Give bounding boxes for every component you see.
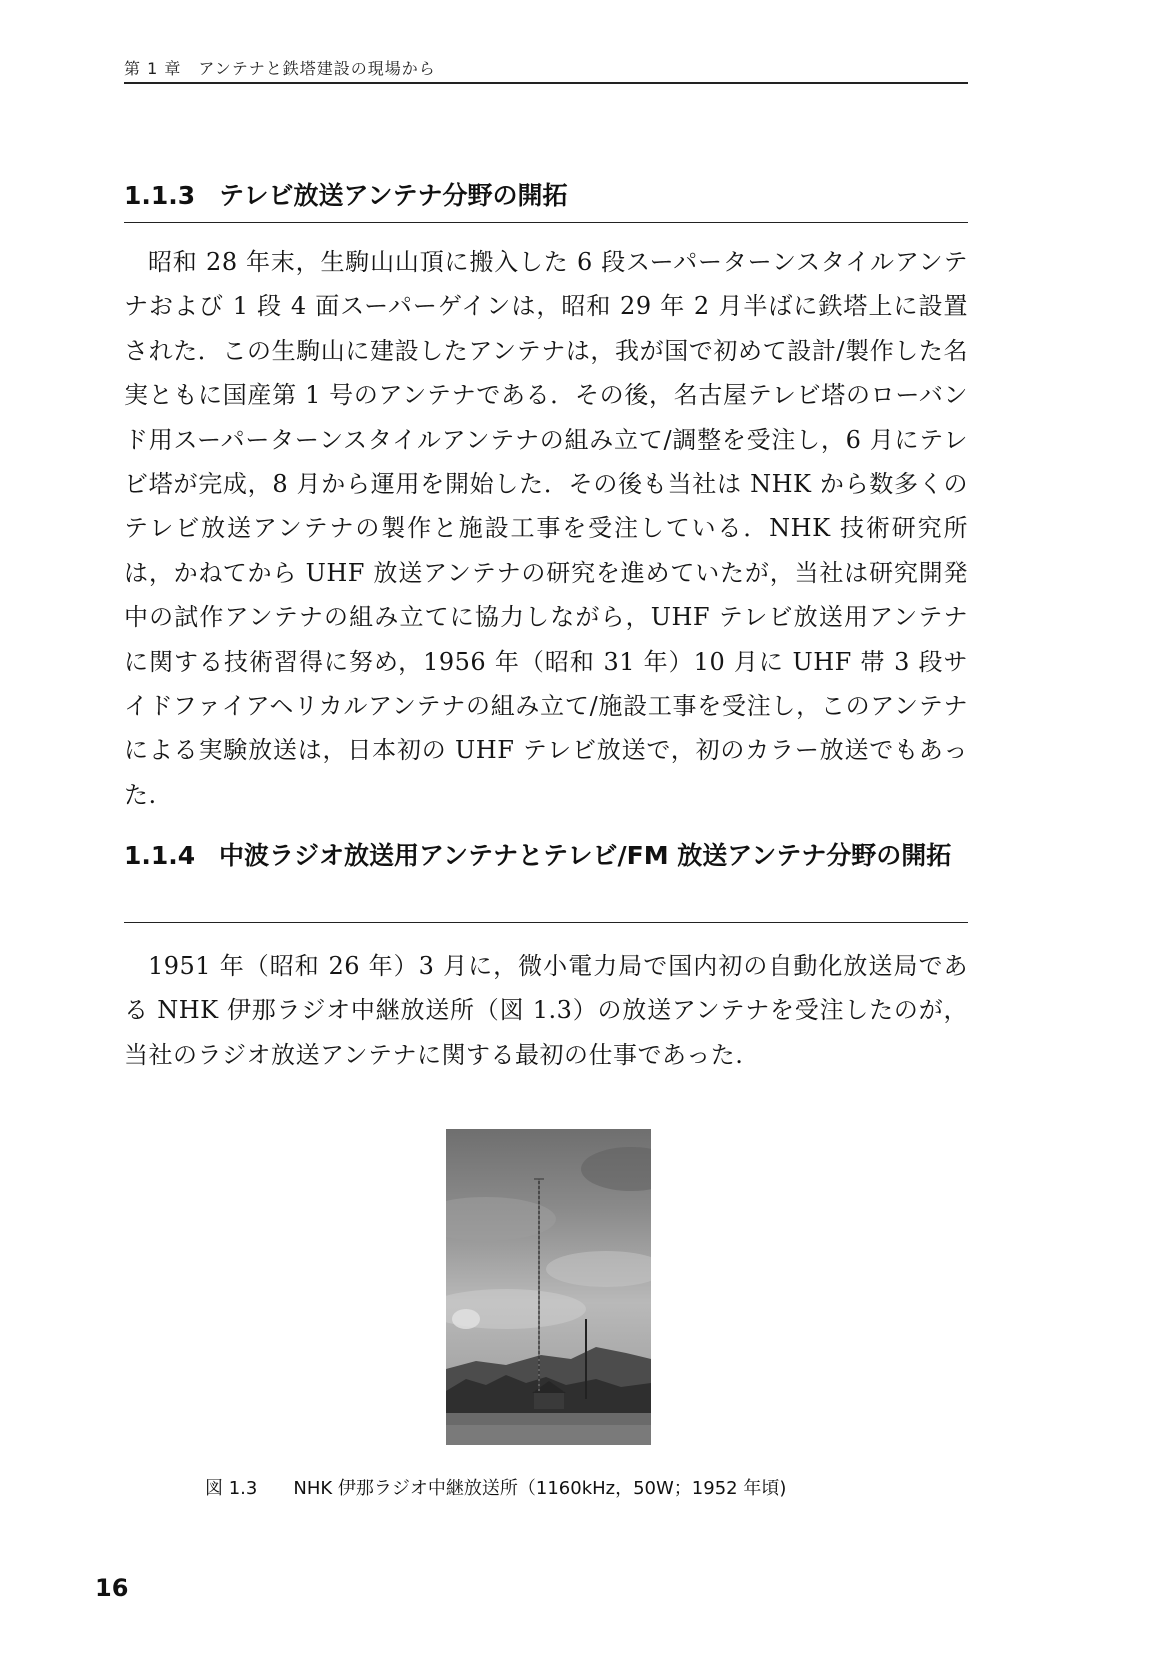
- section-heading-113: [124, 176, 968, 216]
- section-rule: [124, 922, 968, 923]
- radio-tower-photo-drawing: [446, 1129, 651, 1445]
- section-heading-114: [124, 836, 968, 876]
- section-number: 1.1.4: [124, 841, 196, 870]
- section-title: テレビ放送アンテナ分野の開拓: [219, 181, 568, 210]
- running-head: 第 1 章 アンテナと鉄塔建設の現場から: [124, 59, 436, 78]
- section-rule: [124, 222, 968, 223]
- running-head-rule: [124, 82, 968, 84]
- section-title: 中波ラジオ放送用アンテナとテレビ/FM 放送アンテナ分野の開拓: [219, 841, 952, 870]
- body-paragraph: 昭和 28 年末，生駒山山頂に搬入した 6 段スーパーターンスタイルアンテナおよび 1 段 4 面スーパーゲインは，昭和 29 年 2 月半ばに鉄塔上に設置された．この生駒山に建設したアンテナは，我が国で初めて設計/製作した名実ともに国産第 1 号のアンテナである．その後，名古屋テレビ塔のローバンド用スーパーターンスタイルアンテナの組み立て/調整を受注し，6 月にテレビ塔が完成，8 月から運用を開始した．その後も当社は NHK から数多くのテレビ放送アンテナの製作と施設工事を受注している．NHK 技術研究所は，かねてから UHF 放送アンテナの研究を進めていたが，当社は研究開発中の試作アンテナの組み立てに協力しながら，UHF テレビ放送用アンテナに関する技術習得に努め，1956 年（昭和 31 年）10 月に UHF 帯 3 段サイドファイアヘリカルアンテナの組み立て/施設工事を受注し，このアンテナによる実験放送は，日本初の UHF テレビ放送で，初のカラー放送でもあった.: [124, 248, 968, 809]
- section-number: 1.1.3: [124, 181, 196, 210]
- page-number: 16: [95, 1574, 129, 1602]
- body-paragraph: 1951 年（昭和 26 年）3 月に，微小電力局で国内初の自動化放送局である NHK 伊那ラジオ中継放送所（図 1.3）の放送アンテナを受注したのが，当社のラジオ放送アンテナに関する最初の仕事であった.: [124, 952, 968, 1069]
- radio-station-photo: [446, 1129, 651, 1445]
- figure-caption-text: NHK 伊那ラジオ中継放送所（1160kHz，50W；1952 年頃): [293, 1478, 787, 1499]
- figure-caption: [205, 1474, 786, 1500]
- figure-label: 図 1.3: [205, 1478, 258, 1499]
